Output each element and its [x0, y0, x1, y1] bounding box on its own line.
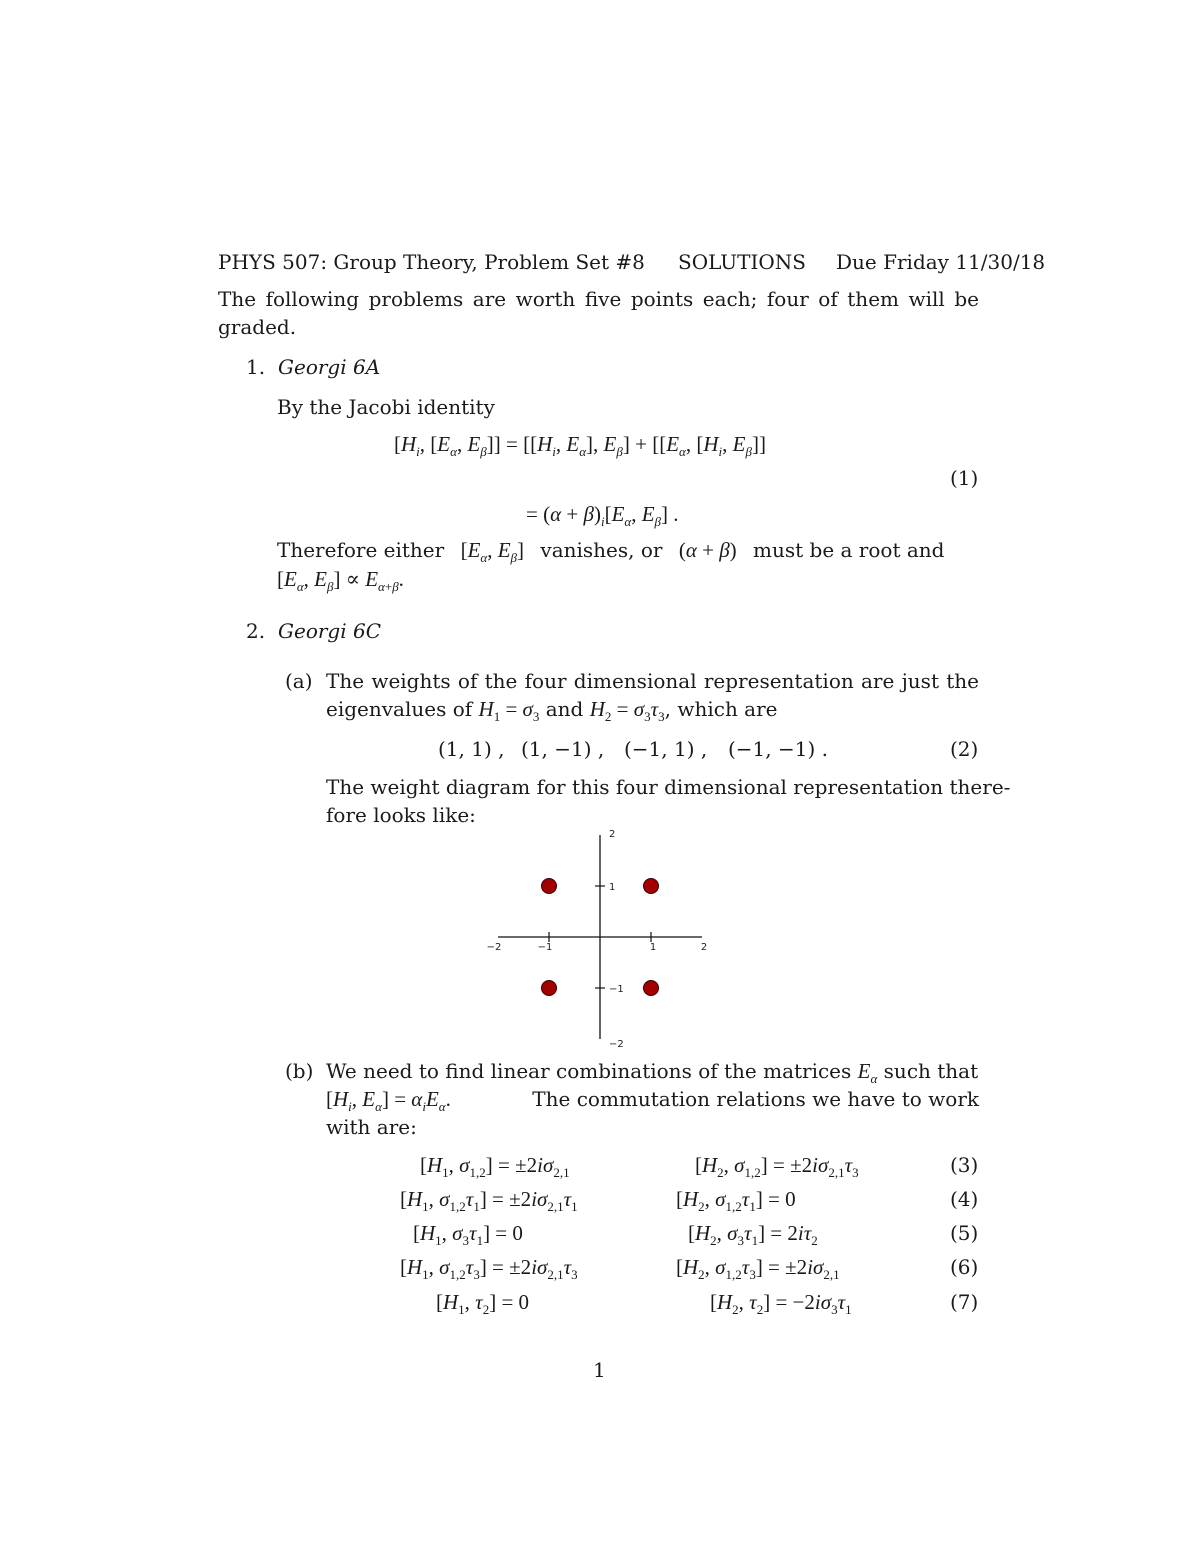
part-a-line3: The weight diagram for this four dimensional representation there- [326, 775, 1011, 799]
part-a-label: (a) [285, 669, 313, 693]
comm-h1-row5: [$H_1$, $\tau_2] = 0$ [436, 1290, 530, 1318]
part-b-line1-text: We need to find linear combinations of the matrices [326, 1059, 852, 1083]
equation-number-3: (3) [950, 1153, 979, 1177]
weight-point [644, 981, 659, 996]
equation-number-6: (6) [950, 1255, 979, 1279]
comm-h2-row4: [$H_2$, $\sigma_{1,2}\tau_3] = \pm 2i\sigma_{2,1}$ [676, 1255, 840, 1283]
header-course: PHYS 507: Group Theory, Problem Set #8 [218, 250, 645, 274]
y-tick-label: 2 [609, 829, 616, 840]
weight-1: (1, 1) , [438, 737, 505, 761]
weight-diagram [480, 825, 720, 1055]
x-tick-label: 1 [649, 942, 657, 953]
problem1-number: 1. [246, 355, 266, 379]
part-a-line2 [326, 697, 778, 725]
comm-h1-row4: [$H_1$, $\sigma_{1,2}\tau_3] = \pm 2i\sigma_{2,1}\tau_3$ [400, 1255, 578, 1283]
comm-h2-row5: [$H_2$, $\tau_2] = -2i\sigma_3\tau_1$ [710, 1290, 852, 1318]
weight-point [542, 981, 557, 996]
header-solutions: SOLUTIONS [678, 250, 806, 274]
conclusion-text-c: must be a root and [753, 538, 945, 562]
y-tick-label: −2 [609, 1039, 624, 1050]
weight-point [542, 879, 557, 894]
x-tick-label: −1 [537, 942, 553, 953]
part-b-label: (b) [285, 1059, 314, 1083]
comm-h1-row3: [$H_1$, $\sigma_3\tau_1] = 0$ [413, 1221, 523, 1249]
equation-number-1: (1) [950, 466, 979, 490]
problem1-lead: By the Jacobi identity [277, 395, 495, 419]
weight-point [644, 879, 659, 894]
problem2-title: Georgi 6C [278, 619, 381, 643]
part-a-line1: The weights of the four dimensional representation are just the [326, 669, 979, 693]
conclusion-text-b: vanishes, or [540, 538, 663, 562]
page-number: 1 [593, 1358, 606, 1382]
conclusion-text-a: Therefore either [277, 538, 445, 562]
part-b-such-that: such that [883, 1059, 979, 1083]
x-tick-label: −2 [486, 942, 502, 953]
intro-line2: graded. [218, 315, 297, 339]
problem1-title: Georgi 6A [278, 355, 381, 379]
weight-3: (−1, 1) , [624, 737, 708, 761]
part-b-line3: with are: [326, 1115, 417, 1139]
comm-h2-row2: [$H_2$, $\sigma_{1,2}\tau_1] = 0$ [676, 1187, 796, 1215]
part-a-and: and [545, 697, 584, 721]
part-b-line2-text: The commutation relations we have to work [532, 1087, 979, 1111]
equation-number-2: (2) [950, 737, 979, 761]
conclusion-sum: (α + β) [678, 538, 737, 562]
axes [498, 835, 702, 1039]
intro-line1: The following problems are worth five points each; four of them will be [218, 287, 979, 311]
weight-2: (1, −1) , [521, 737, 605, 761]
part-b-line2 [326, 1087, 979, 1115]
problem1-conclusion-line2: [$E_\alpha$, $E_\beta] \propto E_{\alpha+\beta}$. [277, 567, 404, 595]
jacobi-equation-line2: = $(\alpha + \beta)_i[E_\alpha$, $E_\beta$] . [526, 502, 679, 530]
comm-h1-row1: [$H_1$, $\sigma_{1,2}] = \pm 2i\sigma_{2,1}$ [420, 1153, 570, 1181]
equation-number-7: (7) [950, 1290, 979, 1314]
equation-number-4: (4) [950, 1187, 979, 1211]
part-a-line2-text: eigenvalues of [326, 697, 473, 721]
y-tick-label: 1 [609, 882, 616, 893]
equation-number-5: (5) [950, 1221, 979, 1245]
problem2-number: 2. [246, 619, 266, 643]
problem1-conclusion-line1 [277, 538, 979, 566]
weight-4: (−1, −1) . [728, 737, 828, 761]
eigen-relation: [$H_i$, $E_\alpha] = \alpha_iE_\alpha$. [326, 1087, 451, 1115]
part-b-line1 [326, 1059, 979, 1087]
comm-h1-row2: [$H_1$, $\sigma_{1,2}\tau_1] = \pm 2i\sigma_{2,1}\tau_1$ [400, 1187, 578, 1215]
ticks [487, 829, 708, 1050]
jacobi-equation-line1: [$H_i$, [$E_\alpha$, $E_\beta]] = [[H_i$, $E_\alpha$], $E_\beta] + [[E_\alpha$, [$H_i$, $E_\beta$]] [394, 432, 766, 460]
h1-definition: $H_1 = \sigma_3$ [478, 697, 540, 725]
x-tick-label: 2 [700, 942, 708, 953]
conclusion-commutator: [$E_\alpha$, $E_\beta$] [460, 538, 525, 566]
header-due: Due Friday 11/30/18 [836, 250, 1046, 274]
y-tick-label: −1 [609, 984, 624, 995]
h2-definition: $H_2 = \sigma_3\tau_3$ [589, 697, 665, 725]
e-alpha: $E_\alpha$ [857, 1059, 878, 1087]
part-a-line4: fore looks like: [326, 803, 476, 827]
comm-h2-row1: [$H_2$, $\sigma_{1,2}] = \pm 2i\sigma_{2,1}\tau_3$ [695, 1153, 859, 1181]
part-a-which-are: , which are [664, 697, 778, 721]
comm-h2-row3: [$H_2$, $\sigma_3\tau_1] = 2i\tau_2$ [688, 1221, 818, 1249]
